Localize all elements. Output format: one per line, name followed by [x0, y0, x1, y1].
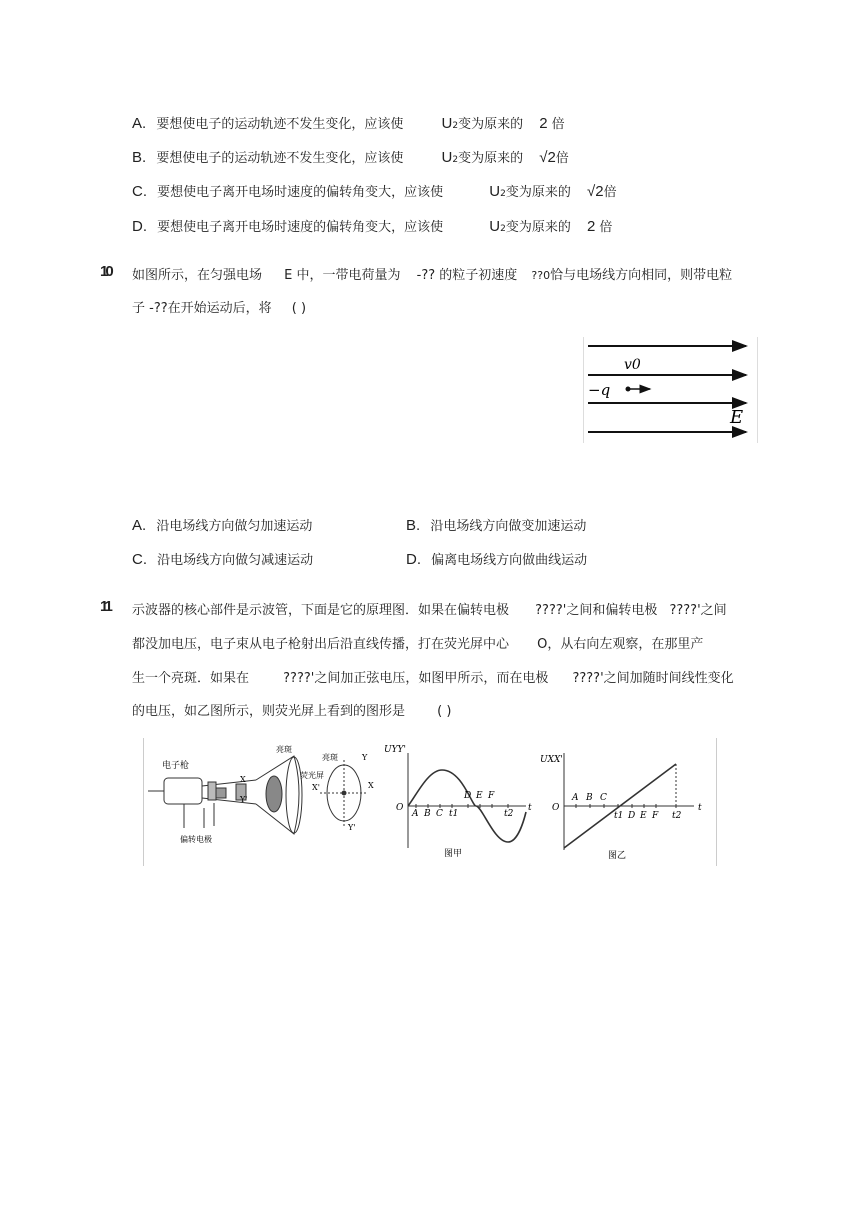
- stem-part: 如图所示，在匀强电场: [132, 268, 263, 283]
- option-text: 要想使电子的运动轨迹不发生变化，应该使: [156, 151, 404, 166]
- answer-paren: ( ): [291, 301, 307, 316]
- option-value: 2: [587, 218, 596, 235]
- q11-stem-line3: [132, 667, 734, 686]
- stem-part: O，从右向左观察，在那里产: [537, 637, 704, 652]
- x-label: X: [240, 775, 246, 784]
- var-u: U: [489, 183, 501, 200]
- graph-jia-point-label: C: [436, 809, 443, 819]
- q9-option-b[interactable]: [132, 147, 569, 166]
- plate: [216, 788, 226, 798]
- var-u: U: [489, 218, 501, 235]
- q10-option-d[interactable]: [406, 549, 587, 568]
- screen-inner: [266, 776, 282, 812]
- plate: [208, 782, 216, 800]
- stem-part: 恰与电场线方向相同，则带电粒: [550, 268, 733, 283]
- stem-part: ????'之间加正弦电压，如图甲所示，而在电极: [283, 671, 549, 686]
- option-tail: 变为原来的: [505, 185, 571, 200]
- graph-jia-point-label: t2: [504, 809, 514, 819]
- option-value: 2: [539, 115, 548, 132]
- option-tail: 变为原来的: [458, 151, 524, 166]
- graph-yi-points: [571, 793, 682, 821]
- stem-part: ????'之间: [669, 603, 727, 618]
- stem-part: 都没加电压，电子束从电子枪射出后沿直线传播，打在荧光屏中心: [132, 637, 510, 652]
- option-label: D.: [406, 551, 421, 568]
- answer-paren: ( ): [437, 704, 452, 719]
- q9-option-c[interactable]: [132, 181, 617, 200]
- t-label: t: [698, 803, 702, 813]
- stem-part: 的电压，如乙图所示，则荧光屏上看到的图形是: [132, 704, 406, 719]
- graph-yi-point-label: t2: [672, 811, 682, 821]
- graph-jia-point-label: E: [476, 791, 483, 801]
- option-label: B.: [406, 517, 421, 534]
- var-u: U: [441, 115, 453, 132]
- stem-part: ????'之间加随时间线性变化: [572, 671, 734, 686]
- option-label: C.: [132, 551, 147, 568]
- option-text: 沿电场线方向做变加速运动: [430, 519, 587, 534]
- screen-ellipse: [286, 757, 302, 833]
- stem-part: -?? 的粒子初速度: [416, 268, 518, 283]
- q10-option-b[interactable]: [406, 515, 586, 534]
- gun-label: 电子枪: [162, 761, 190, 771]
- screen-view: [320, 760, 368, 828]
- option-text: 要想使电子离开电场时速度的偏转角变大，应该使: [157, 185, 444, 200]
- y-label: Y: [362, 753, 368, 762]
- option-text: 要想使电子离开电场时速度的偏转角变大，应该使: [157, 220, 444, 235]
- q10-stem-line1: [132, 264, 732, 283]
- var-sub: 2: [500, 189, 506, 199]
- q9-option-a[interactable]: [132, 113, 565, 132]
- e-label: E: [730, 407, 744, 428]
- option-text: 要想使电子的运动轨迹不发生变化，应该使: [156, 117, 404, 132]
- stem-part: ??0: [531, 269, 551, 282]
- graph-yi-point-label: F: [652, 811, 659, 821]
- spot-label: 亮斑: [322, 753, 338, 762]
- v0-label: v0: [624, 357, 641, 373]
- xp-label: X': [312, 783, 320, 792]
- q11-stem-line2: [132, 633, 703, 652]
- q10-option-c[interactable]: [132, 549, 313, 568]
- option-text: 偏离电场线方向做曲线运动: [431, 553, 588, 568]
- option-tail: 变为原来的: [505, 220, 571, 235]
- option-text: 沿电场线方向做匀加速运动: [156, 519, 313, 534]
- option-value: √2: [539, 149, 556, 166]
- q10-field-figure: [583, 337, 758, 443]
- stem-part: 示波器的核心部件是示波管，下面是它的原理图．如果在偏转电极: [132, 603, 510, 618]
- stem-part: ????'之间和偏转电极: [535, 603, 658, 618]
- option-tail: 变为原来的: [458, 117, 524, 132]
- q10-option-a[interactable]: [132, 515, 312, 534]
- var-sub: 2: [500, 224, 506, 234]
- option-label: A.: [132, 517, 147, 534]
- deflect-label: 偏转电极: [180, 835, 212, 844]
- origin-label: O: [552, 803, 560, 813]
- uxx-label: UXX': [540, 755, 563, 765]
- option-unit: 倍: [599, 220, 613, 235]
- t-label: t: [528, 803, 532, 813]
- yp-label: Y': [240, 795, 248, 804]
- graph-yi-point-label: A: [572, 793, 579, 803]
- q10-number: 10: [100, 263, 111, 280]
- option-unit: 倍: [551, 117, 565, 132]
- option-label: B.: [132, 149, 147, 166]
- q9-option-d[interactable]: [132, 216, 612, 235]
- var-sub: 2: [452, 155, 459, 165]
- origin-label: O: [396, 803, 404, 813]
- option-value: √2: [587, 183, 604, 200]
- uyy-label: UYY': [384, 745, 406, 755]
- graph-yi-point-label: E: [640, 811, 647, 821]
- graph-yi-point-label: B: [586, 793, 593, 803]
- option-unit: 倍: [603, 185, 617, 200]
- gun-body: [164, 778, 202, 804]
- bright-label: 亮斑: [276, 745, 292, 754]
- option-label: C.: [132, 183, 147, 200]
- q10-stem-line2: [132, 297, 306, 316]
- stem-part: E 中，一带电荷量为: [284, 268, 401, 283]
- graph-jia-point-label: B: [424, 809, 431, 819]
- fluor-label: 荧光屏: [300, 771, 324, 780]
- yp-label: Y': [348, 823, 356, 832]
- graph-yi-point-label: t1: [614, 811, 624, 821]
- q11-stem-line4: [132, 700, 451, 719]
- q11-number: 11: [100, 598, 110, 615]
- graph-jia-point-label: t1: [449, 809, 459, 819]
- q11-stem-line1: [132, 599, 727, 618]
- option-text: 沿电场线方向做匀减速运动: [157, 553, 314, 568]
- stem-part: 生一个亮斑．如果在: [132, 671, 250, 686]
- graph-jia-points: [411, 791, 514, 819]
- graph-yi-point-label: C: [600, 793, 607, 803]
- var-sub: 2: [452, 121, 459, 131]
- graph-yi: [564, 753, 694, 850]
- graph-jia-point-label: D: [464, 791, 472, 801]
- option-label: A.: [132, 115, 147, 132]
- graph-jia-point-label: F: [488, 791, 495, 801]
- option-label: D.: [132, 218, 147, 235]
- jia-caption: 图甲: [444, 849, 463, 859]
- stem-part: 子 -??在开始运动后，将: [132, 301, 272, 316]
- q11-oscilloscope-figure: [143, 738, 717, 866]
- yi-caption: 图乙: [608, 851, 627, 861]
- x-label: X: [368, 781, 374, 790]
- graph-jia-point-label: A: [412, 809, 419, 819]
- option-unit: 倍: [555, 151, 569, 166]
- graph-yi-point-label: D: [628, 811, 636, 821]
- var-u: U: [441, 149, 453, 166]
- q-label: −q: [588, 381, 611, 399]
